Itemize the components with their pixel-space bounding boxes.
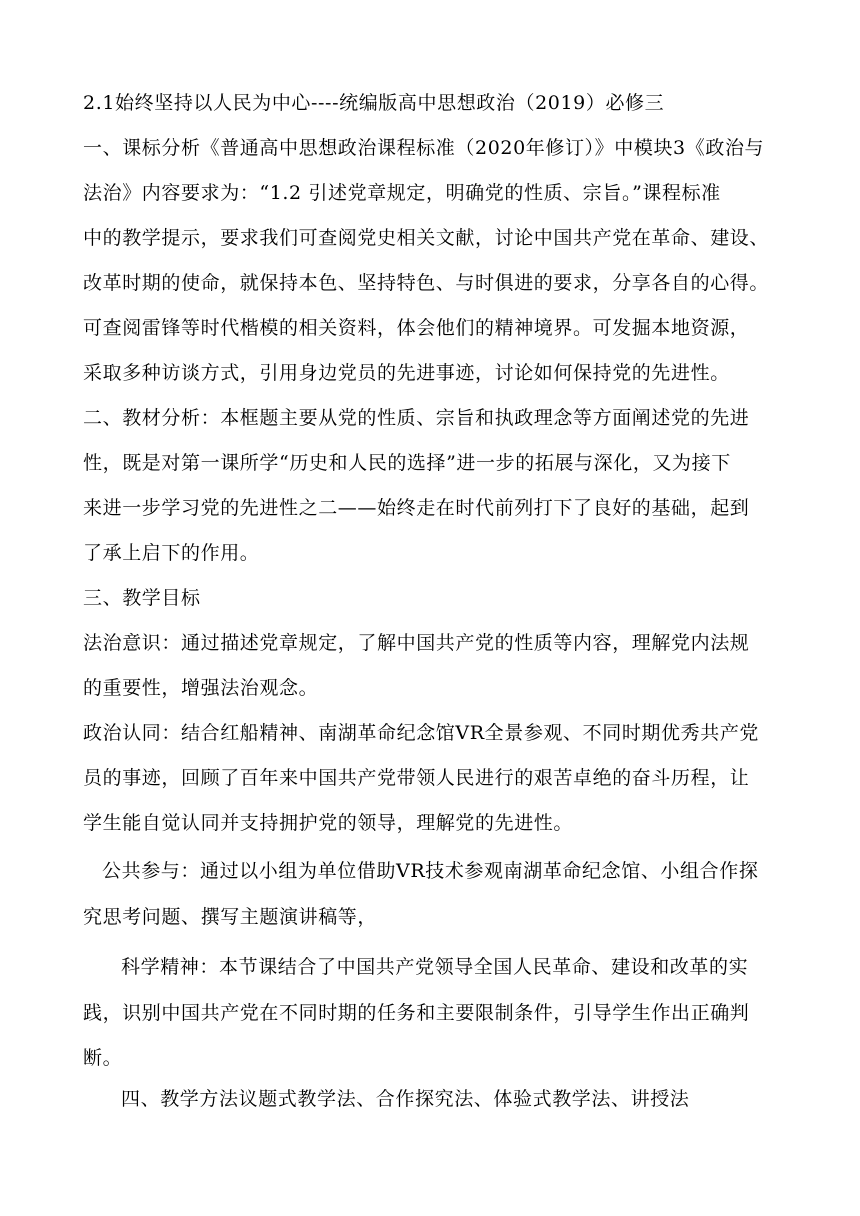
paragraph-line: 中的教学提示，要求我们可查阅党史相关文献，讨论中国共产党在革命、建设、 — [83, 227, 770, 249]
paragraph-line: 政治认同：结合红船精神、南湖革命纪念馆VR全景参观、不同时期优秀共产党 — [83, 722, 760, 744]
paragraph-line: 法治意识：通过描述党章规定，了解中国共产党的性质等内容，理解党内法规 — [83, 632, 750, 654]
paragraph-line: 公共参与：通过以小组为单位借助VR技术参观南湖革命纪念馆、小组合作探 — [102, 860, 759, 882]
paragraph-line: 学生能自觉认同并支持拥护党的领导，理解党的先进性。 — [83, 812, 574, 834]
section-heading: 三、教学目标 — [83, 587, 201, 609]
document-title: 2.1始终坚持以人民为中心----统编版高中思想政治（2019）必修三 — [83, 92, 665, 114]
paragraph-line: 性，既是对第一课所学“历史和人民的选择”进一步的拓展与深化，又为接下 — [83, 452, 731, 474]
paragraph-line: 科学精神：本节课结合了中国共产党领导全国人民革命、建设和改革的实 — [121, 956, 749, 978]
paragraph-line: 一、课标分析《普通高中思想政治课程标准（2020年修订）》中模块3《政治与 — [83, 137, 765, 159]
paragraph-line: 可查阅雷锋等时代楷模的相关资料，体会他们的精神境界。可发掘本地资源， — [83, 317, 750, 339]
paragraph-line: 员的事迹，回顾了百年来中国共产党带领人民进行的艰苦卓绝的奋斗历程，让 — [83, 767, 750, 789]
paragraph-line: 究思考问题、撰写主题演讲稿等， — [83, 906, 378, 928]
paragraph-line: 来进一步学习党的先进性之二——始终走在时代前列打下了良好的基础，起到 — [83, 497, 750, 519]
paragraph-line: 了承上启下的作用。 — [83, 542, 260, 564]
section-teaching-methods: 四、教学方法议题式教学法、合作探究法、体验式教学法、讲授法 — [121, 1088, 690, 1110]
paragraph-line: 改革时期的使命，就保持本色、坚持特色、与时俱进的要求，分享各自的心得。 — [83, 272, 770, 294]
paragraph-line: 践，识别中国共产党在不同时期的任务和主要限制条件，引导学生作出正确判 — [83, 1002, 750, 1024]
paragraph-line: 二、教材分析：本框题主要从党的性质、宗旨和执政理念等方面阐述党的先进 — [83, 407, 750, 429]
paragraph-line: 断。 — [83, 1047, 123, 1069]
paragraph-line: 采取多种访谈方式，引用身边党员的先进事迹，讨论如何保持党的先进性。 — [83, 362, 730, 384]
paragraph-line: 的重要性，增强法治观念。 — [83, 677, 319, 699]
paragraph-line: 法治》内容要求为：“1.2 引述党章规定，明确党的性质、宗旨。”课程标准 — [83, 182, 721, 204]
